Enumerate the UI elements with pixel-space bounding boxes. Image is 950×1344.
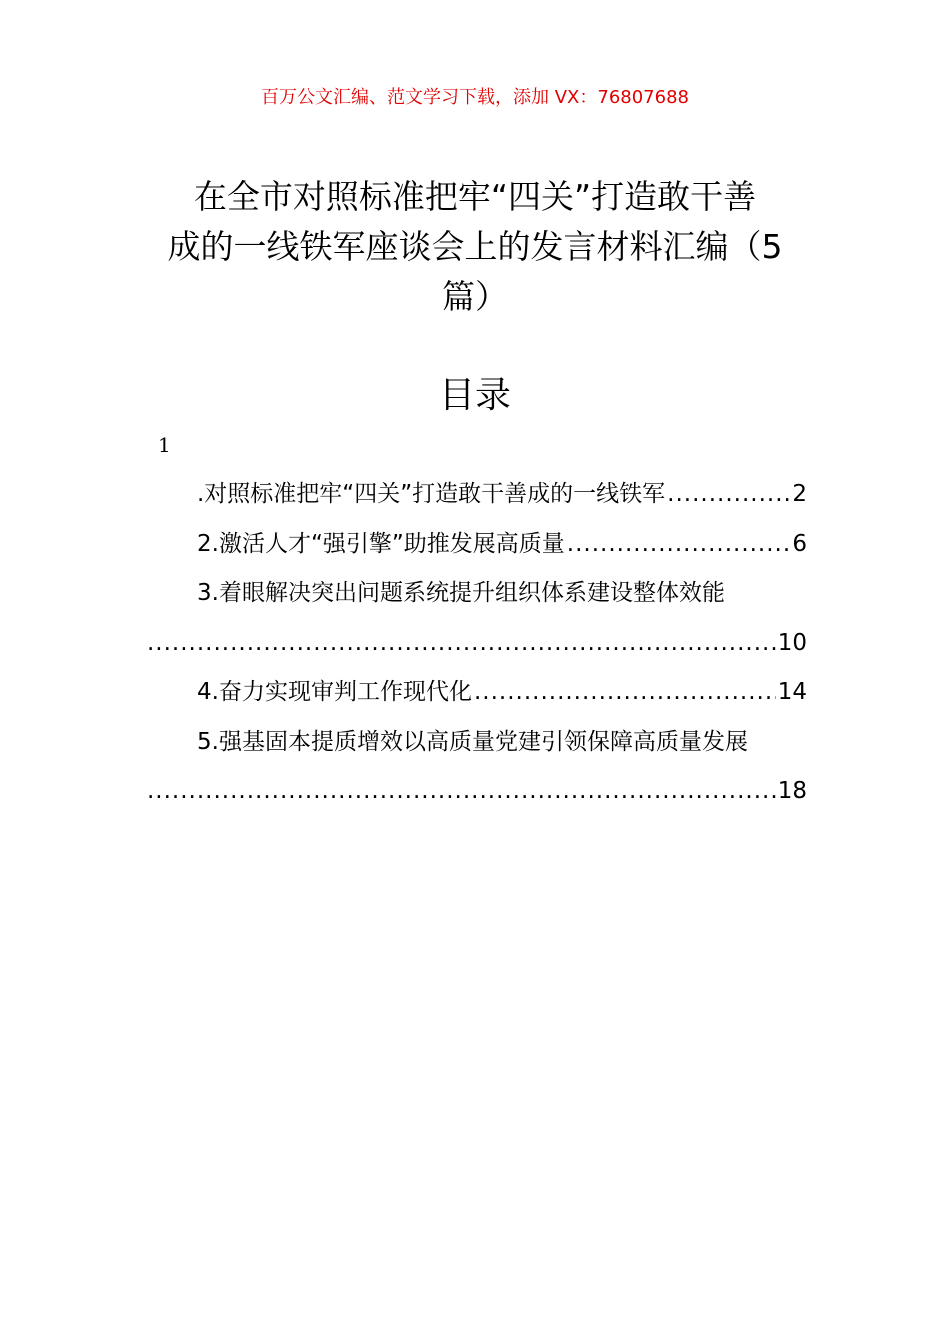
toc-entry-title: 5.强基固本提质增效以高质量党建引领保障高质量发展 <box>197 728 748 755</box>
stray-number: 1 <box>158 433 171 457</box>
toc-entry[interactable] <box>145 668 807 718</box>
toc-heading: 目录 <box>438 375 511 416</box>
toc-entry-title: 2.激活人才“强引擎”助推发展高质量 <box>197 530 565 557</box>
toc-entry-page: 18 <box>777 778 807 804</box>
toc-entry[interactable] <box>145 520 807 570</box>
title-line: 篇） <box>442 277 508 316</box>
toc-leader-dots <box>147 619 776 669</box>
toc-entry-page: 6 <box>792 530 807 557</box>
toc-entry-title: .对照标准把牢“四关”打造敢干善成的一线铁军 <box>197 481 666 507</box>
header-note: 百万公文汇编、范文学习下载，添加 VX：76807688 <box>261 87 689 108</box>
toc-leader-dots <box>567 520 791 570</box>
toc-entry-page: 2 <box>792 481 807 507</box>
toc-entry[interactable] <box>145 569 807 668</box>
toc-leader-dots <box>667 470 790 520</box>
toc-leader-dots <box>147 767 776 817</box>
title-line: 成的一线铁军座谈会上的发言材料汇编（5 <box>167 227 783 266</box>
table-of-contents <box>145 470 807 817</box>
toc-entry-page: 14 <box>777 679 807 705</box>
toc-entry-title: 4.奋力实现审判工作现代化 <box>197 679 472 705</box>
document-title <box>145 172 805 322</box>
toc-entry[interactable] <box>145 718 807 817</box>
toc-entry-page: 10 <box>777 629 807 656</box>
toc-entry-title: 3.着眼解决突出问题系统提升组织体系建设整体效能 <box>197 580 725 606</box>
toc-leader-dots <box>474 668 776 718</box>
toc-entry[interactable] <box>145 470 807 520</box>
title-line: 在全市对照标准把牢“四关”打造敢干善 <box>193 177 757 216</box>
